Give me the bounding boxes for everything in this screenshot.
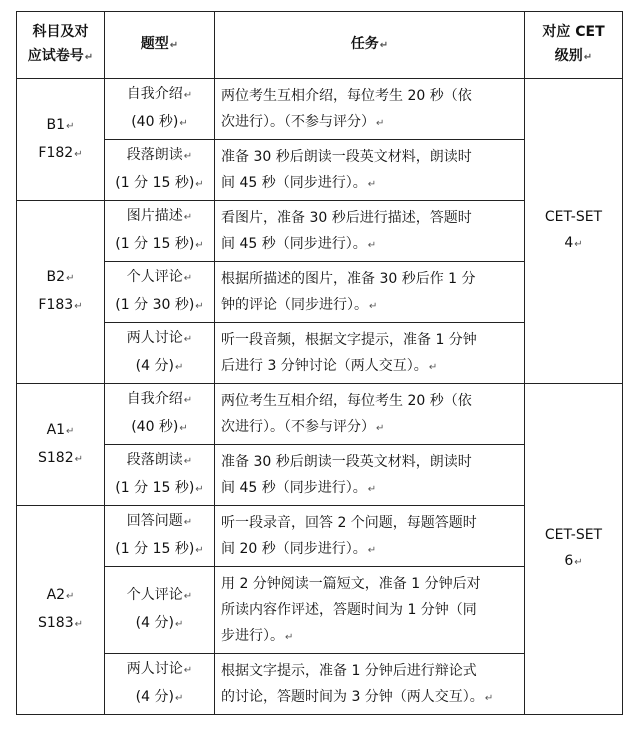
task-text: 后进行 3 分钟讨论（两人交互）。 (221, 357, 428, 374)
task-text: 间 45 秒（同步进行）。 (221, 174, 367, 191)
header-task: 任务↵ (215, 12, 525, 79)
subject-code-text: F182 (38, 144, 74, 161)
question-type-text: (4 分) (135, 689, 174, 705)
question-type-cell: 自我介绍↵ (40 秒)↵ (105, 384, 215, 445)
task-text: 看图片，准备 30 秒后进行描述，答题时 (221, 209, 472, 226)
task-cell: 用 2 分钟阅读一篇短文，准备 1 分钟后对 所读内容作评述，答题时间为 1 分钟（同 步进行）。↵ (215, 567, 525, 654)
question-type-text: (1 分 15 秒) (115, 480, 195, 496)
question-type-text: (40 秒) (131, 419, 179, 435)
question-type-cell: 段落朗读↵ (1 分 15 秒)↵ (105, 445, 215, 506)
table-row (17, 79, 623, 140)
table-row (17, 384, 623, 445)
question-type-text: 段落朗读 (126, 452, 183, 468)
question-type-cell: 自我介绍↵ (40 秒)↵ (105, 79, 215, 140)
question-type-text: (4 分) (135, 615, 174, 631)
task-text: 间 45 秒（同步进行）。 (221, 235, 367, 252)
question-type-cell: 段落朗读↵ (1 分 15 秒)↵ (105, 140, 215, 201)
question-type-text: (1 分 30 秒) (115, 297, 195, 313)
question-type-text: 段落朗读 (126, 147, 183, 163)
cet-level-text: 4 (564, 235, 574, 251)
task-text: 根据文字提示，准备 1 分钟后进行辩论式 (221, 662, 477, 679)
question-type-text: (40 秒) (131, 114, 179, 130)
task-text: 所读内容作评述，答题时间为 1 分钟（同 (221, 601, 477, 618)
exam-format-table (16, 11, 623, 715)
task-text: 用 2 分钟阅读一篇短文，准备 1 分钟后对 (221, 575, 481, 592)
task-text: 次进行）。（不参与评分） (221, 418, 375, 435)
cet-level-text: 6 (564, 553, 574, 569)
question-type-cell: 图片描述↵ (1 分 15 秒)↵ (105, 201, 215, 262)
task-text: 次进行）。（不参与评分） (221, 113, 375, 130)
question-type-text: 个人评论 (126, 587, 183, 603)
task-cell: 听一段录音，回答 2 个问题，每题答题时 间 20 秒（同步进行）。↵ (215, 506, 525, 567)
subject-code-text: A1 (46, 421, 66, 438)
question-type-text: (1 分 15 秒) (115, 541, 195, 557)
header-subject: 科目及对 应试卷号↵ (17, 12, 105, 79)
question-type-text: (4 分) (135, 358, 174, 374)
task-cell: 准备 30 秒后朗读一段英文材料，朗读时 间 45 秒（同步进行）。↵ (215, 445, 525, 506)
task-cell: 准备 30 秒后朗读一段英文材料，朗读时 间 45 秒（同步进行）。↵ (215, 140, 525, 201)
cet-level-cell: CET-SET 6↵ (525, 384, 623, 715)
question-type-text: 自我介绍 (126, 391, 183, 407)
subject-code-text: B2 (46, 269, 66, 285)
task-text: 钟的评论（同步进行）。 (221, 296, 368, 313)
task-text: 听一段音频，根据文字提示，准备 1 分钟 (221, 331, 477, 348)
task-text: 根据所描述的图片，准备 30 秒后作 1 分 (221, 270, 476, 287)
task-text: 步进行）。 (221, 627, 284, 644)
subject-code-text: B1 (46, 116, 66, 133)
question-type-text: 两人讨论 (126, 661, 183, 677)
task-text: 准备 30 秒后朗读一段英文材料，朗读时 (221, 453, 472, 470)
question-type-cell: 两人讨论↵ (4 分)↵ (105, 323, 215, 384)
task-cell: 看图片，准备 30 秒后进行描述，答题时 间 45 秒（同步进行）。↵ (215, 201, 525, 262)
task-text: 两位考生互相介绍，每位考生 20 秒（依 (221, 392, 472, 409)
question-type-cell: 个人评论↵ (1 分 30 秒)↵ (105, 262, 215, 323)
subject-code-cell: A2↵ S183↵ (17, 506, 105, 715)
subject-code-cell: B1↵ F182↵ (17, 79, 105, 201)
task-text: 的讨论，答题时间为 3 分钟（两人交互）。 (221, 688, 484, 705)
task-cell: 两位考生互相介绍，每位考生 20 秒（依 次进行）。（不参与评分）↵ (215, 384, 525, 445)
question-type-text: 自我介绍 (126, 86, 183, 102)
question-type-text: 图片描述 (126, 208, 183, 224)
cet-level-text: CET-SET (544, 209, 603, 225)
subject-code-text: A2 (46, 587, 66, 603)
task-text: 间 45 秒（同步进行）。 (221, 479, 367, 496)
table-body (17, 79, 623, 715)
subject-code-text: F183 (38, 297, 74, 313)
subject-code-cell: A1↵ S182↵ (17, 384, 105, 506)
task-text: 准备 30 秒后朗读一段英文材料，朗读时 (221, 148, 472, 165)
exam-table-container (16, 11, 623, 715)
task-text: 间 20 秒（同步进行）。 (221, 540, 367, 557)
task-text: 听一段录音，回答 2 个问题，每题答题时 (221, 514, 477, 531)
question-type-cell: 两人讨论↵ (4 分)↵ (105, 654, 215, 715)
subject-code-text: S183 (38, 615, 74, 631)
cet-level-text: CET-SET (544, 527, 603, 543)
subject-code-cell: B2↵ F183↵ (17, 201, 105, 384)
cet-level-cell: CET-SET 4↵ (525, 79, 623, 384)
question-type-text: (1 分 15 秒) (115, 236, 195, 252)
task-cell: 根据所描述的图片，准备 30 秒后作 1 分 钟的评论（同步进行）。↵ (215, 262, 525, 323)
question-type-text: (1 分 15 秒) (115, 175, 195, 191)
question-type-text: 回答问题 (126, 513, 183, 529)
task-cell: 两位考生互相介绍，每位考生 20 秒（依 次进行）。（不参与评分）↵ (215, 79, 525, 140)
task-cell: 听一段音频，根据文字提示，准备 1 分钟 后进行 3 分钟讨论（两人交互）。↵ (215, 323, 525, 384)
subject-code-text: S182 (38, 449, 74, 466)
question-type-text: 个人评论 (126, 269, 183, 285)
header-level: 对应 CET 级别↵ (525, 12, 623, 79)
question-type-cell: 回答问题↵ (1 分 15 秒)↵ (105, 506, 215, 567)
question-type-text: 两人讨论 (126, 330, 183, 346)
question-type-cell: 个人评论↵ (4 分)↵ (105, 567, 215, 654)
task-cell: 根据文字提示，准备 1 分钟后进行辩论式 的讨论，答题时间为 3 分钟（两人交互）。↵ (215, 654, 525, 715)
header-type: 题型↵ (105, 12, 215, 79)
header-row (17, 12, 623, 79)
task-text: 两位考生互相介绍，每位考生 20 秒（依 (221, 87, 472, 104)
